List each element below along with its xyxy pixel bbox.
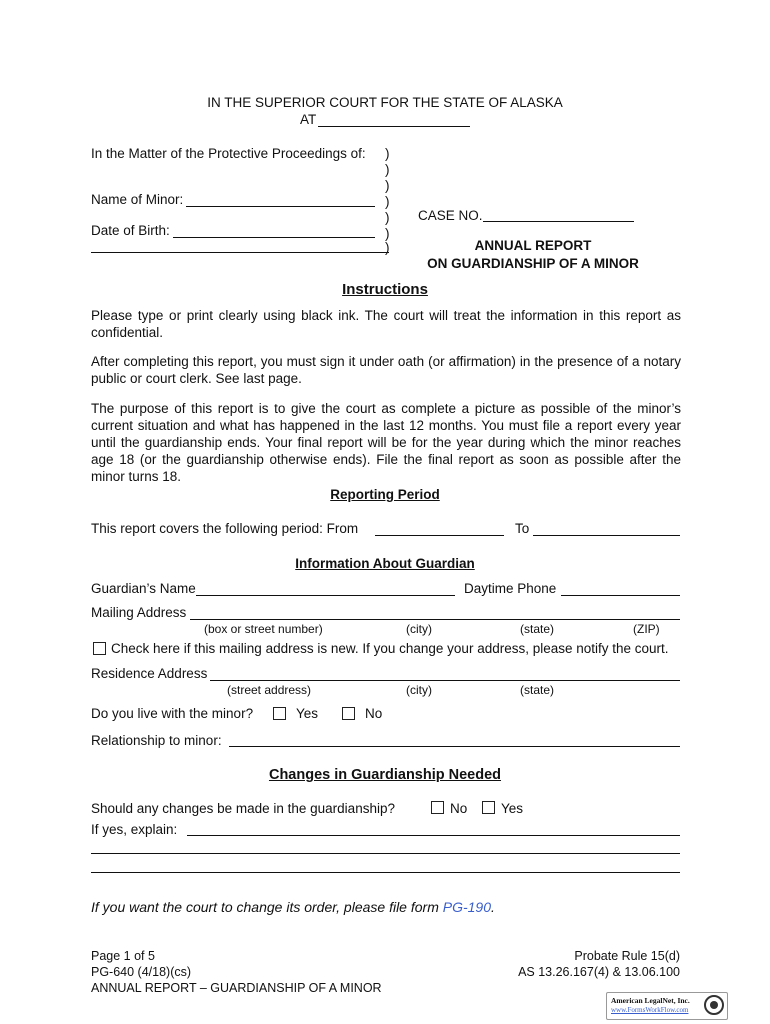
statute-reference: AS 13.26.167(4) & 13.06.100 bbox=[518, 965, 680, 979]
explain-field-2[interactable] bbox=[91, 853, 680, 854]
caption-bottom-line bbox=[91, 252, 389, 253]
instructions-paragraph-3: The purpose of this report is to give the court as complete a picture as possible of the minor’s current situation and what has happened in the last 12 months. You must file a report every year until the guardianship ends. Your final report will be for the year during which the minor reaches age 18 (or the guardianship otherwise ends). File the final report as soon as possible after the minor turns 18. bbox=[91, 401, 681, 484]
mailing-address-label: Mailing Address bbox=[91, 605, 187, 620]
live-with-no-label: No bbox=[365, 706, 383, 721]
explain-label: If yes, explain: bbox=[91, 822, 178, 837]
caption-paren: ) bbox=[385, 226, 390, 241]
changes-heading: Changes in Guardianship Needed bbox=[268, 767, 502, 783]
form-title-footer: ANNUAL REPORT – GUARDIANSHIP OF A MINOR bbox=[91, 981, 382, 995]
case-no-label: CASE NO. bbox=[418, 208, 483, 223]
residence-state-caption: (state) bbox=[520, 683, 555, 697]
change-order-note-text: If you want the court to change its order, please file form bbox=[91, 899, 443, 915]
date-of-birth-label: Date of Birth: bbox=[91, 223, 170, 238]
form-number: PG-640 (4/18)(cs) bbox=[91, 965, 192, 979]
live-with-yes-checkbox[interactable] bbox=[273, 707, 286, 720]
changes-yes-label: Yes bbox=[501, 801, 524, 816]
matter-label: In the Matter of the Protective Proceedings of: bbox=[91, 146, 366, 161]
live-with-yes-label: Yes bbox=[296, 706, 319, 721]
at-label: AT bbox=[300, 112, 317, 127]
mailing-address-field[interactable] bbox=[190, 619, 680, 620]
report-title-line1: ANNUAL REPORT bbox=[474, 238, 592, 253]
live-with-minor-label: Do you live with the minor? bbox=[91, 706, 254, 721]
relationship-label: Relationship to minor: bbox=[91, 733, 222, 748]
caption-paren: ) bbox=[385, 178, 390, 193]
period-from-label: This report covers the following period: From bbox=[91, 521, 359, 536]
caption-paren: ) bbox=[385, 146, 390, 161]
daytime-phone-label: Daytime Phone bbox=[464, 581, 557, 596]
changes-question: Should any changes be made in the guardianship? bbox=[91, 801, 395, 816]
report-title-line2: ON GUARDIANSHIP OF A MINOR bbox=[427, 256, 639, 271]
guardian-info-heading: Information About Guardian bbox=[295, 556, 475, 571]
period-to-label: To bbox=[515, 521, 530, 536]
changes-no-checkbox[interactable] bbox=[431, 801, 444, 814]
residence-city-caption: (city) bbox=[406, 683, 432, 697]
residence-address-field[interactable] bbox=[210, 680, 680, 681]
seal-icon bbox=[704, 995, 724, 1015]
explain-field-3[interactable] bbox=[91, 872, 680, 873]
residence-address-label: Residence Address bbox=[91, 666, 208, 681]
guardian-name-field[interactable] bbox=[196, 595, 455, 596]
probate-rule: Probate Rule 15(d) bbox=[574, 949, 680, 963]
live-with-no-checkbox[interactable] bbox=[342, 707, 355, 720]
pg-190-link[interactable]: PG-190 bbox=[442, 899, 491, 915]
caption-paren: ) bbox=[385, 210, 390, 225]
caption-paren: ) bbox=[385, 240, 390, 255]
new-address-checkbox[interactable] bbox=[93, 642, 106, 655]
explain-field-1[interactable] bbox=[187, 835, 680, 836]
instructions-heading: Instructions bbox=[342, 281, 428, 298]
street-address-caption: (street address) bbox=[227, 683, 312, 697]
change-order-note bbox=[91, 899, 495, 915]
name-of-minor-label: Name of Minor: bbox=[91, 192, 184, 207]
state-caption: (state) bbox=[520, 622, 555, 636]
date-of-birth-field[interactable] bbox=[173, 237, 375, 238]
daytime-phone-field[interactable] bbox=[561, 595, 680, 596]
caption-paren: ) bbox=[385, 162, 390, 177]
name-of-minor-field[interactable] bbox=[186, 206, 375, 207]
zip-caption: (ZIP) bbox=[633, 622, 660, 636]
period-to-field[interactable] bbox=[533, 535, 680, 536]
american-legalnet-logo bbox=[606, 992, 728, 1020]
at-field[interactable] bbox=[318, 126, 470, 127]
changes-no-label: No bbox=[450, 801, 468, 816]
relationship-field[interactable] bbox=[229, 746, 680, 747]
period-from-field[interactable] bbox=[375, 535, 504, 536]
new-address-label: Check here if this mailing address is new. If you change your address, please notify the court. bbox=[111, 641, 669, 656]
logo-url[interactable]: www.FormsWorkFlow.com bbox=[611, 1006, 689, 1014]
caption-paren: ) bbox=[385, 194, 390, 209]
instructions-paragraph-1: Please type or print clearly using black ink. The court will treat the information in this report as confidential. bbox=[91, 308, 681, 340]
page-number: Page 1 of 5 bbox=[91, 949, 155, 963]
case-no-field[interactable] bbox=[483, 221, 634, 222]
reporting-period-heading: Reporting Period bbox=[330, 487, 440, 502]
change-order-note-period: . bbox=[491, 899, 495, 915]
city-caption: (city) bbox=[406, 622, 432, 636]
changes-yes-checkbox[interactable] bbox=[482, 801, 495, 814]
box-or-street-caption: (box or street number) bbox=[204, 622, 323, 636]
guardian-name-label: Guardian’s Name bbox=[91, 581, 196, 596]
logo-name: American LegalNet, Inc. bbox=[611, 996, 690, 1005]
court-heading: IN THE SUPERIOR COURT FOR THE STATE OF ALASKA bbox=[207, 95, 563, 110]
instructions-paragraph-2: After completing this report, you must sign it under oath (or affirmation) in the presence of a notary public or court clerk. See last page. bbox=[91, 354, 681, 386]
